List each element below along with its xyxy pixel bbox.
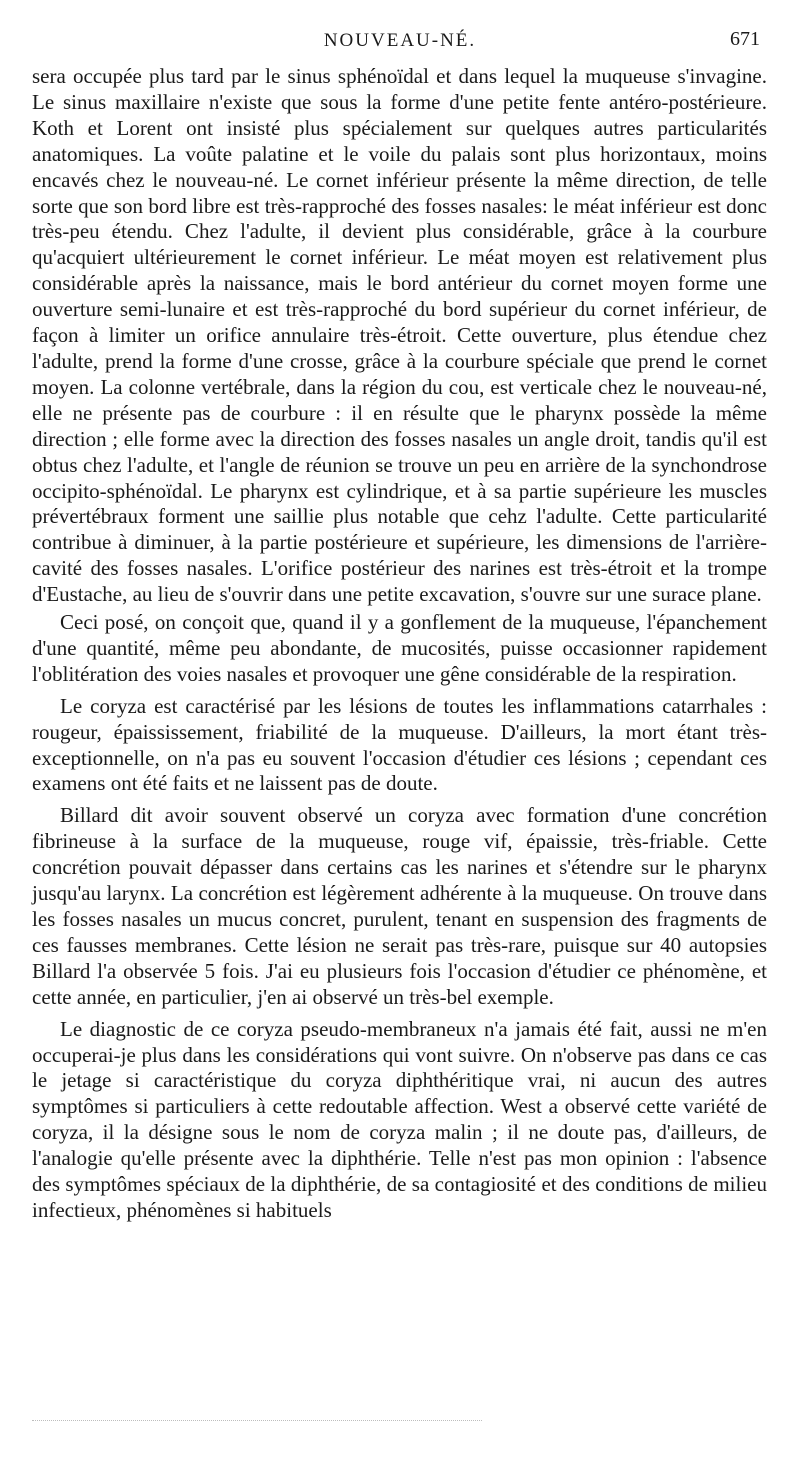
paragraph-billard: Billard dit avoir souvent observé un coryza avec formation d'une concrétion fibrineuse à la surface de la muqueuse, rouge vif, épaissie, très-friable. Cette concrétion pouvait dépasser dans certains cas les narines et s'étendre sur le pharynx jusqu'au larynx. La concrétion est légèrement adhérente à la muqueuse. On trouve dans les fosses nasales un mucus concret, purulent, tenant en suspension des fragments de ces fausses membranes. Cette lésion ne serait pas très-rare, puisque sur 40 autopsies Billard l'a observée 5 fois. J'ai eu plusieurs fois l'occasion d'étudier ce phénomène, et cette année, en particulier, j'en ai observé un très-bel exemple.	[32, 803, 767, 1009]
paragraph-diagnostic: Le diagnostic de ce coryza pseudo-membraneux n'a jamais été fait, aussi ne m'en occuperai-je plus dans les considérations qui vont suivre. On n'observe pas dans ce cas le jetage si caractéristique du coryza diphthéritique vrai, ni aucun des autres symptômes si particuliers à cette redoutable affection. West a observé cette variété de coryza, il la désigne sous le nom de coryza malin ; il ne doute pas, d'ailleurs, de l'analogie qu'elle présente avec la diphthérie. Telle n'est pas mon opinion : l'absence des symptômes spéciaux de la diphthérie, de sa contagiosité et des conditions de milieu infectieux, phénomènes si habituels	[32, 1016, 767, 1222]
bottom-print-artifact	[32, 1420, 482, 1424]
paragraph-anatomy: sera occupée plus tard par le sinus sphénoïdal et dans lequel la muqueuse s'invagine. Le sinus maxillaire n'existe que sous la forme d'une petite fente antéro-postérieure. Koth et Lorent ont insisté plus spécialement sur quelques autres particularités anatomiques. La voûte palatine et le voile du palais sont plus horizontaux, moins encavés chez le nouveau-né. Le cornet inférieur présente la même direction, de telle sorte que son bord libre est très-rapproché des fosses nasales: le méat inférieur est donc très-peu étendu. Chez l'adulte, il devient plus considérable, grâce à la courbure qu'acquiert ultérieurement le cornet inférieur. Le méat moyen est relativement plus considérable après la naissance, mais le bord antérieur du cornet moyen forme une ouverture semi-lunaire et est très-rapproché du bord supérieur du cornet inférieur, de façon à limiter un orifice annulaire très-étroit. Cette ouverture, plus étendue chez l'adulte, prend la forme d'une crosse, grâce à la courbure spéciale que prend le cornet moyen. La colonne vertébrale, dans la région du cou, est verticale chez le nouveau-né, elle ne présente pas de courbure : il en résulte que le pharynx possède la même direction ; elle forme avec la direction des fosses nasales un angle droit, tandis qu'il est obtus chez l'adulte, et l'angle de réunion se trouve un peu en arrière de la synchondrose occipito-sphénoïdal. Le pharynx est cylindrique, et à sa partie supérieure les muscles prévertébraux forment une saillie plus notable que cehz l'adulte. Cette particularité contribue à diminuer, à la partie postérieure et supérieure, les dimensions de l'arrière-cavité des fosses nasales. L'orifice postérieur des narines est très-étroit et la trompe d'Eustache, au lieu de s'ouvrir dans une petite excavation, s'ouvre sur une surace plane.	[32, 64, 767, 607]
running-title: NOUVEAU-NÉ.	[323, 30, 477, 51]
page-number: 671	[730, 28, 760, 50]
paragraph-consequences: Ceci posé, on conçoit que, quand il y a gonflement de la muqueuse, l'épanchement d'une quantité, même peu abondante, de mucosités, puisse occasionner rapidement l'oblitération des voies nasales et provoquer une gêne considérable de la respiration.	[32, 610, 767, 686]
body-text	[32, 64, 767, 1226]
paragraph-lesions: Le coryza est caractérisé par les lésions de toutes les inflammations catarrhales : rougeur, épaississement, friabilité de la muqueuse. D'ailleurs, la mort étant très-exceptionnelle, on n'a pas eu souvent l'occasion d'étudier ces lésions ; cependant ces examens ont été faits et ne laissent pas de doute.	[32, 693, 767, 796]
